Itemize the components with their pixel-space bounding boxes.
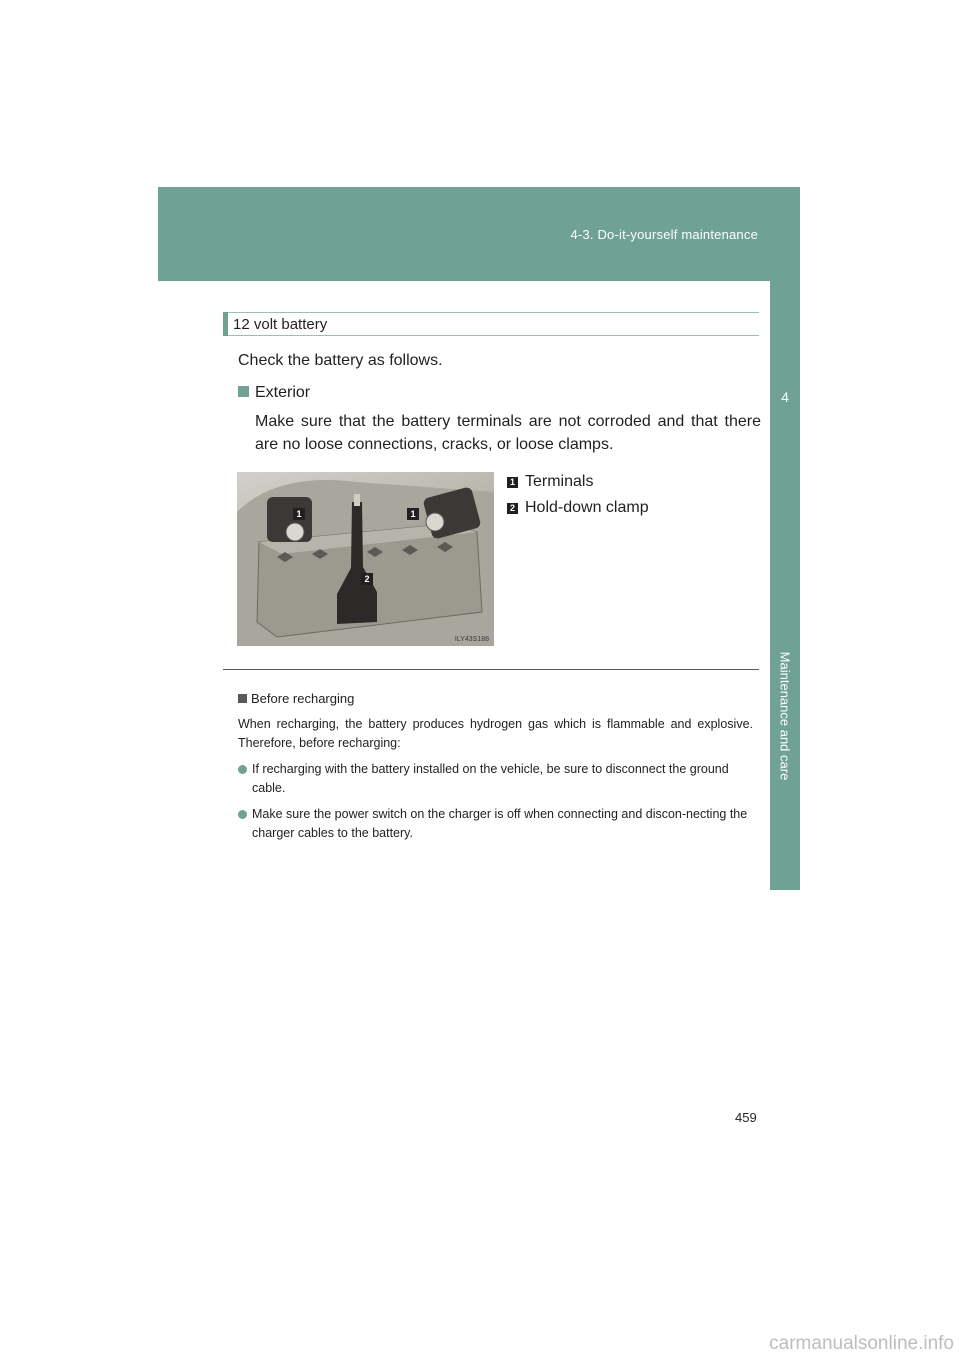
note-bullet-text: Make sure the power switch on the charger is off when connecting and discon-necting the charger cables to the battery.: [252, 807, 748, 840]
section-header-title: 4-3. Do-it-yourself maintenance: [570, 227, 758, 242]
note-heading: [238, 691, 354, 706]
callout-item: [507, 495, 649, 521]
chapter-label: Maintenance and care: [777, 651, 793, 781]
callout-number-badge: 2: [507, 503, 518, 514]
section-bar-accent: [223, 312, 228, 336]
exterior-heading-text: Exterior: [255, 384, 311, 401]
square-bullet-icon: [238, 386, 249, 397]
callout-1-left-badge: 1: [293, 508, 305, 520]
battery-illustration: [237, 472, 494, 646]
callout-1-right-badge: 1: [407, 508, 419, 520]
watermark: carmanualsonline.info: [685, 1330, 960, 1358]
chapter-number: 4: [781, 389, 789, 405]
exterior-description: Make sure that the battery terminals are not corroded and that there are no loose connections, cracks, or loose clamps.: [255, 413, 761, 453]
callout-label: Hold-down clamp: [525, 499, 649, 516]
round-bullet-icon: [238, 810, 247, 819]
list-item: [238, 805, 753, 843]
page-number: 459: [735, 1110, 757, 1125]
round-bullet-icon: [238, 765, 247, 774]
callout-item: [507, 469, 649, 495]
note-bullet-text: If recharging with the battery installed on the vehicle, be sure to disconnect the ground cable.: [252, 762, 729, 795]
list-item: [238, 760, 753, 798]
note-heading-text: Before recharging: [251, 691, 355, 706]
exterior-heading: [238, 384, 310, 402]
intro-text: Check the battery as follows.: [238, 352, 443, 369]
section-divider: [223, 669, 759, 670]
section-title-bar: [223, 312, 759, 336]
callout-label: Terminals: [525, 473, 594, 490]
header-band: [158, 187, 800, 281]
callout-legend: [507, 469, 649, 521]
section-title: 12 volt battery: [233, 316, 328, 333]
figure-code: ILY43S188: [454, 636, 489, 643]
note-bullet-list: [238, 760, 753, 850]
chapter-side-tab: [770, 281, 800, 890]
callout-2-badge: 2: [361, 573, 373, 585]
battery-photo: [237, 472, 494, 646]
square-bullet-icon: [238, 694, 247, 703]
callout-number-badge: 1: [507, 477, 518, 488]
note-body: When recharging, the battery produces hydrogen gas which is flammable and explosive. Therefore, before recharging:: [238, 717, 753, 750]
